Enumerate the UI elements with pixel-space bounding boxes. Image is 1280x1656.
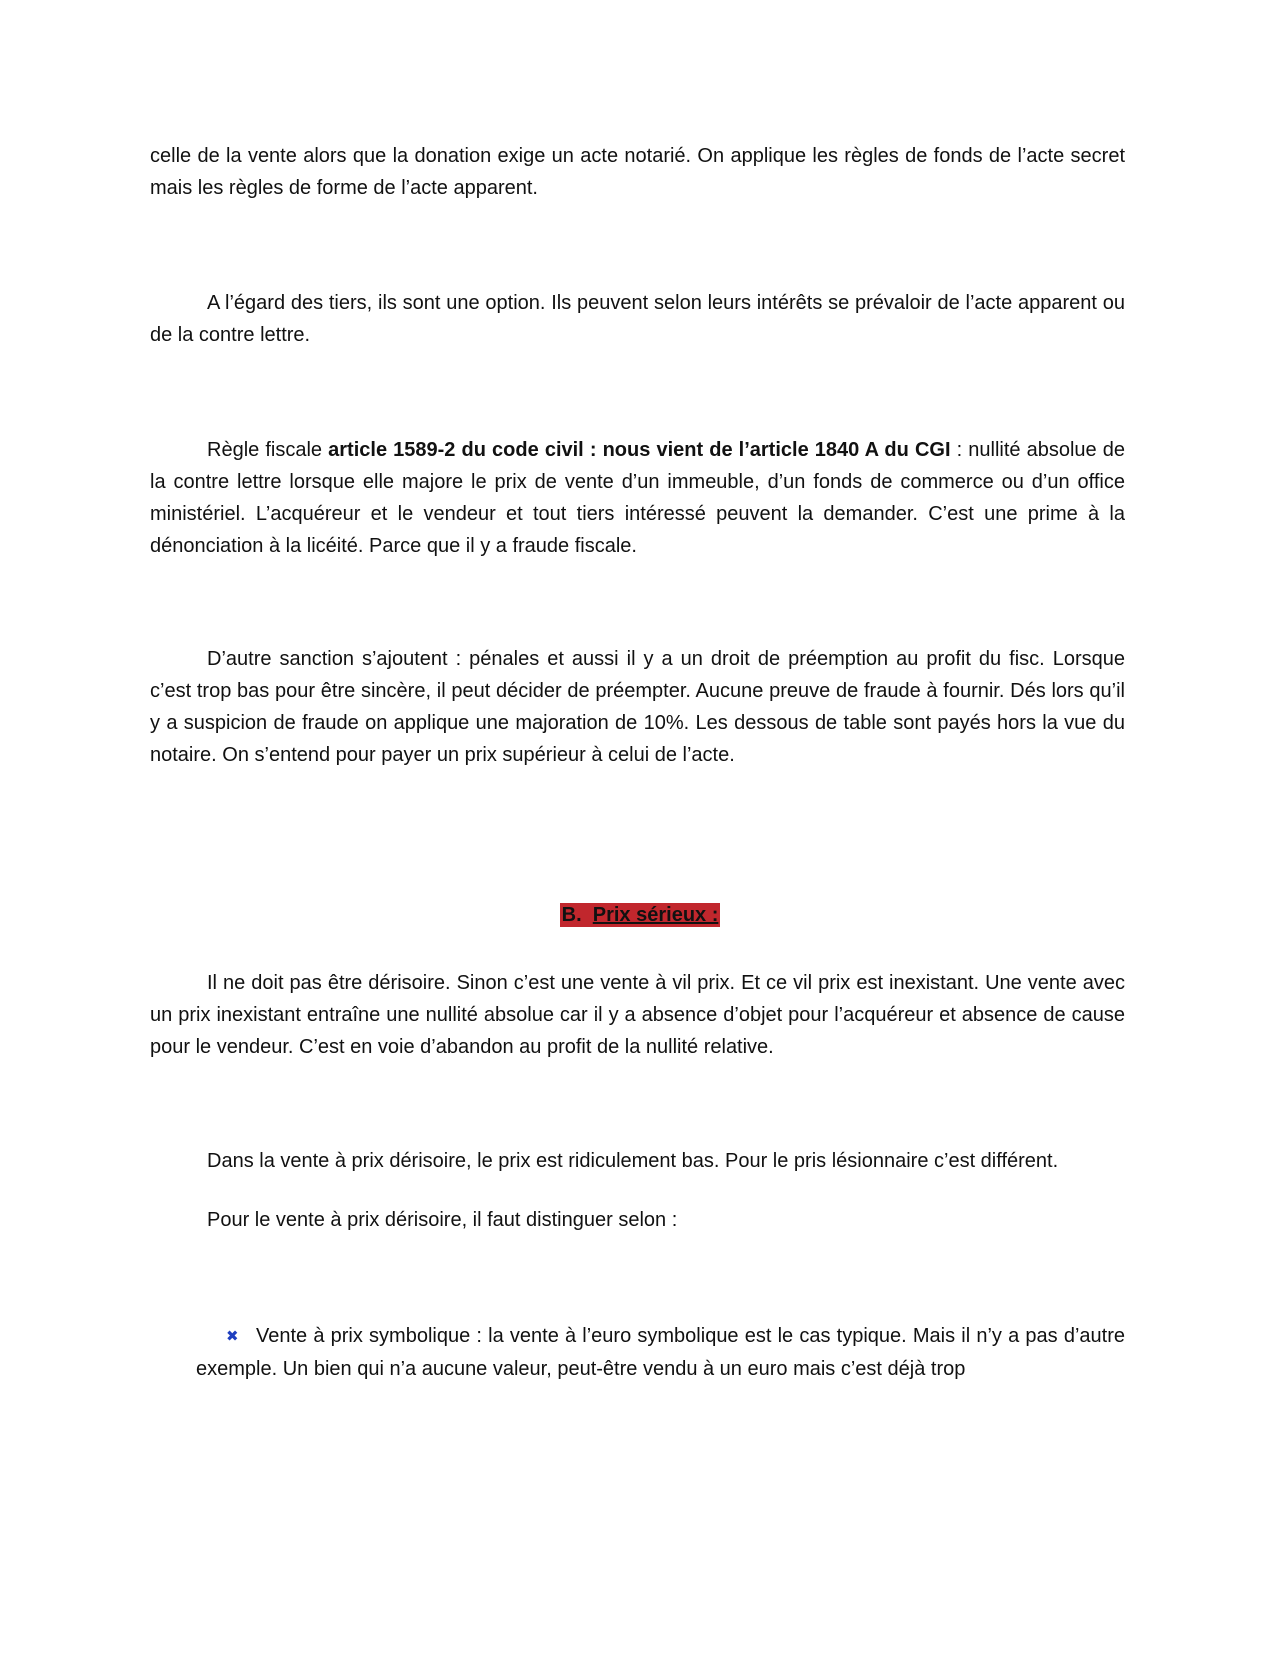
- paragraph-vente-prix-derisoire: Dans la vente à prix dérisoire, le prix est ridiculement bas. Pour le pris lésionnaire c’est différent.: [207, 1150, 1059, 1172]
- bullet-item-prix-symbolique: [196, 1320, 1125, 1385]
- heading-title: Prix sérieux :: [592, 904, 719, 926]
- paragraph-prix-derisoire-intro: Il ne doit pas être dérisoire. Sinon c’est une vente à vil prix. Et ce vil prix est inexistant. Une vente avec un prix inexistant entraîne une nullité absolue car il y a absence d’objet pour l’acquéreur et absence de cause pour le vendeur. C’est en voie d’abandon au profit de la nullité relative.: [150, 972, 1125, 1058]
- x-mark-icon: ✖: [226, 1328, 239, 1345]
- section-heading-prix-serieux: [0, 901, 1280, 929]
- heading-highlight: [560, 903, 721, 927]
- paragraph-autre-sanction: D’autre sanction s’ajoutent : pénales et aussi il y a un droit de préemption au profit du fisc. Lorsque c’est trop bas pour être sincère, il peut décider de préempter. Aucune preuve de fraude à fournir. Dés lors qu’il y a suspicion de fraude on applique une majoration de 10%. Les dessous de table sont payés hors la vue du notaire. On s’entend pour payer un prix supérieur à celui de l’acte.: [150, 648, 1125, 766]
- regle-fiscale-lead: Règle fiscale: [207, 439, 329, 461]
- paragraph-distinguer-selon: Pour le vente à prix dérisoire, il faut distinguer selon :: [207, 1209, 678, 1231]
- regle-fiscale-article-reference: article 1589-2 du code civil : nous vient de l’article 1840 A du CGI: [328, 439, 951, 461]
- heading-number: B.: [561, 904, 582, 926]
- paragraph-regle-fiscale: [150, 434, 1125, 562]
- regle-fiscale-rest: : nullité absolue de la contre lettre lorsque elle majore le prix de vente d’un immeuble, d’un fonds de commerce ou d’un office ministériel. L’acquéreur et le vendeur et tout tiers intéressé peuvent la demander. C’est une prime à la dénonciation à la licéité. Parce que il y a fraude fiscale.: [150, 439, 1126, 557]
- paragraph-acte-secret: celle de la vente alors que la donation exige un acte notarié. On applique les règles de fonds de l’acte secret mais les règles de forme de l’acte apparent.: [150, 145, 1125, 199]
- paragraph-egard-tiers: A l’égard des tiers, ils sont une option. Ils peuvent selon leurs intérêts se prévaloir de l’acte apparent ou de la contre lettre.: [150, 292, 1125, 346]
- bullet-item-text: Vente à prix symbolique : la vente à l’euro symbolique est le cas typique. Mais il n’y a pas d’autre exemple. Un bien qui n’a aucune valeur, peut-être vendu à un euro mais c’est déjà trop: [196, 1325, 1125, 1380]
